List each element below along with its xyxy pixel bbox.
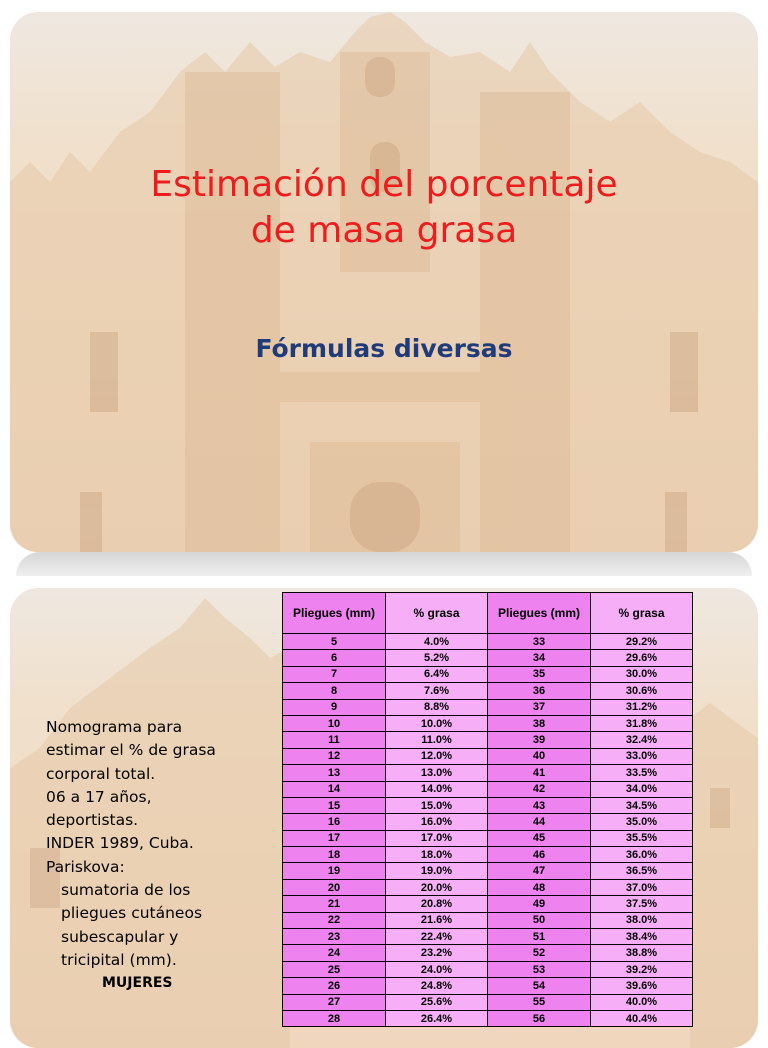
cell-pliegues: 56 <box>488 1010 591 1026</box>
cell-pliegues: 21 <box>283 896 386 912</box>
cell-grasa: 39.6% <box>591 978 693 994</box>
cell-pliegues: 28 <box>283 1010 386 1026</box>
cell-pliegues: 42 <box>488 781 591 797</box>
cell-pliegues: 15 <box>283 797 386 813</box>
cell-pliegues: 52 <box>488 945 591 961</box>
cell-pliegues: 23 <box>283 929 386 945</box>
cell-grasa: 4.0% <box>386 634 488 650</box>
cell-pliegues: 45 <box>488 830 591 846</box>
cell-pliegues: 26 <box>283 978 386 994</box>
cell-pliegues: 46 <box>488 847 591 863</box>
cell-grasa: 29.2% <box>591 634 693 650</box>
cell-grasa: 16.0% <box>386 814 488 830</box>
cell-grasa: 31.8% <box>591 715 693 731</box>
header-pliegues: Pliegues (mm) <box>488 593 591 634</box>
cell-grasa: 35.0% <box>591 814 693 830</box>
table-row <box>283 699 693 715</box>
cell-grasa: 12.0% <box>386 748 488 764</box>
cell-grasa: 36.5% <box>591 863 693 879</box>
cell-grasa: 7.6% <box>386 683 488 699</box>
cell-pliegues: 39 <box>488 732 591 748</box>
cell-grasa: 18.0% <box>386 847 488 863</box>
table-row <box>283 945 693 961</box>
cell-pliegues: 34 <box>488 650 591 666</box>
cell-pliegues: 50 <box>488 912 591 928</box>
note-line: deportistas. <box>46 811 139 830</box>
cell-grasa: 20.8% <box>386 896 488 912</box>
cell-grasa: 32.4% <box>591 732 693 748</box>
nomogram-table <box>282 592 693 1027</box>
cell-grasa: 8.8% <box>386 699 488 715</box>
note-gender-label: MUJERES <box>102 975 173 992</box>
cell-grasa: 36.0% <box>591 847 693 863</box>
cell-pliegues: 22 <box>283 912 386 928</box>
cell-pliegues: 43 <box>488 797 591 813</box>
cell-pliegues: 33 <box>488 634 591 650</box>
cell-grasa: 38.8% <box>591 945 693 961</box>
cell-pliegues: 11 <box>283 732 386 748</box>
cell-grasa: 13.0% <box>386 765 488 781</box>
cell-pliegues: 14 <box>283 781 386 797</box>
cell-grasa: 37.5% <box>591 896 693 912</box>
cell-pliegues: 38 <box>488 715 591 731</box>
cell-pliegues: 12 <box>283 748 386 764</box>
cell-grasa: 24.8% <box>386 978 488 994</box>
note-line: corporal total. <box>46 764 156 783</box>
title-line-2: de masa grasa <box>250 210 518 251</box>
table-row <box>283 634 693 650</box>
cell-pliegues: 44 <box>488 814 591 830</box>
table-row <box>283 650 693 666</box>
table-row <box>283 814 693 830</box>
cell-pliegues: 20 <box>283 879 386 895</box>
cell-pliegues: 53 <box>488 961 591 977</box>
building-facade-background <box>10 12 758 552</box>
table-row <box>283 732 693 748</box>
title-slide <box>10 12 758 552</box>
cell-grasa: 37.0% <box>591 879 693 895</box>
table-row <box>283 715 693 731</box>
cell-pliegues: 18 <box>283 847 386 863</box>
cell-grasa: 25.6% <box>386 994 488 1010</box>
note-line: pliegues cutáneos <box>61 904 203 923</box>
cell-pliegues: 5 <box>283 634 386 650</box>
cell-grasa: 21.6% <box>386 912 488 928</box>
cell-pliegues: 6 <box>283 650 386 666</box>
table-row <box>283 912 693 928</box>
cell-pliegues: 13 <box>283 765 386 781</box>
cell-grasa: 30.0% <box>591 666 693 682</box>
title-line-1: Estimación del porcentaje <box>150 164 618 205</box>
cell-pliegues: 41 <box>488 765 591 781</box>
nomogram-description <box>46 716 276 996</box>
cell-grasa: 34.0% <box>591 781 693 797</box>
note-line: subescapular y <box>61 927 179 946</box>
note-line: 06 a 17 años, <box>46 787 152 806</box>
table-row <box>283 1010 693 1026</box>
cell-pliegues: 19 <box>283 863 386 879</box>
cell-grasa: 33.0% <box>591 748 693 764</box>
table-row <box>283 797 693 813</box>
cell-grasa: 38.0% <box>591 912 693 928</box>
note-line: INDER 1989, Cuba. <box>46 834 194 853</box>
table-body <box>283 634 693 1027</box>
cell-grasa: 20.0% <box>386 879 488 895</box>
table-row <box>283 781 693 797</box>
cell-pliegues: 51 <box>488 929 591 945</box>
cell-pliegues: 8 <box>283 683 386 699</box>
table-row <box>283 863 693 879</box>
cell-pliegues: 7 <box>283 666 386 682</box>
cell-pliegues: 37 <box>488 699 591 715</box>
table-row <box>283 666 693 682</box>
cell-grasa: 26.4% <box>386 1010 488 1026</box>
slide-title <box>10 162 758 254</box>
cell-pliegues: 17 <box>283 830 386 846</box>
cell-grasa: 22.4% <box>386 929 488 945</box>
cell-grasa: 34.5% <box>591 797 693 813</box>
header-grasa: % grasa <box>386 593 488 634</box>
cell-grasa: 35.5% <box>591 830 693 846</box>
cell-pliegues: 10 <box>283 715 386 731</box>
slide-subtitle: Fórmulas diversas <box>255 334 513 363</box>
cell-grasa: 17.0% <box>386 830 488 846</box>
cell-grasa: 11.0% <box>386 732 488 748</box>
cell-grasa: 29.6% <box>591 650 693 666</box>
note-line: Pariskova: <box>46 857 125 876</box>
cell-grasa: 24.0% <box>386 961 488 977</box>
cell-grasa: 10.0% <box>386 715 488 731</box>
cell-grasa: 30.6% <box>591 683 693 699</box>
table-row <box>283 978 693 994</box>
slide-reflection <box>16 552 752 576</box>
table-header-row <box>283 593 693 634</box>
cell-pliegues: 24 <box>283 945 386 961</box>
table-row <box>283 830 693 846</box>
cell-pliegues: 40 <box>488 748 591 764</box>
cell-pliegues: 35 <box>488 666 591 682</box>
table-row <box>283 683 693 699</box>
cell-pliegues: 9 <box>283 699 386 715</box>
cell-grasa: 6.4% <box>386 666 488 682</box>
cell-grasa: 38.4% <box>591 929 693 945</box>
table-row <box>283 994 693 1010</box>
cell-pliegues: 55 <box>488 994 591 1010</box>
cell-pliegues: 36 <box>488 683 591 699</box>
cell-pliegues: 47 <box>488 863 591 879</box>
cell-grasa: 19.0% <box>386 863 488 879</box>
table-row <box>283 896 693 912</box>
table-row <box>283 929 693 945</box>
cell-grasa: 31.2% <box>591 699 693 715</box>
cell-grasa: 14.0% <box>386 781 488 797</box>
table-row <box>283 879 693 895</box>
header-grasa: % grasa <box>591 593 693 634</box>
note-line: Nomograma para <box>46 718 183 736</box>
note-line: sumatoria de los <box>61 881 191 900</box>
cell-grasa: 40.0% <box>591 994 693 1010</box>
cell-grasa: 40.4% <box>591 1010 693 1026</box>
cell-grasa: 5.2% <box>386 650 488 666</box>
table-row <box>283 847 693 863</box>
table-row <box>283 961 693 977</box>
cell-pliegues: 16 <box>283 814 386 830</box>
cell-pliegues: 27 <box>283 994 386 1010</box>
cell-pliegues: 49 <box>488 896 591 912</box>
cell-pliegues: 25 <box>283 961 386 977</box>
cell-grasa: 39.2% <box>591 961 693 977</box>
cell-grasa: 15.0% <box>386 797 488 813</box>
cell-pliegues: 48 <box>488 879 591 895</box>
header-pliegues: Pliegues (mm) <box>283 593 386 634</box>
cell-grasa: 23.2% <box>386 945 488 961</box>
table-row <box>283 765 693 781</box>
cell-grasa: 33.5% <box>591 765 693 781</box>
cell-pliegues: 54 <box>488 978 591 994</box>
note-line: estimar el % de grasa <box>46 741 216 760</box>
table-row <box>283 748 693 764</box>
note-line: tricipital (mm). <box>61 950 177 969</box>
